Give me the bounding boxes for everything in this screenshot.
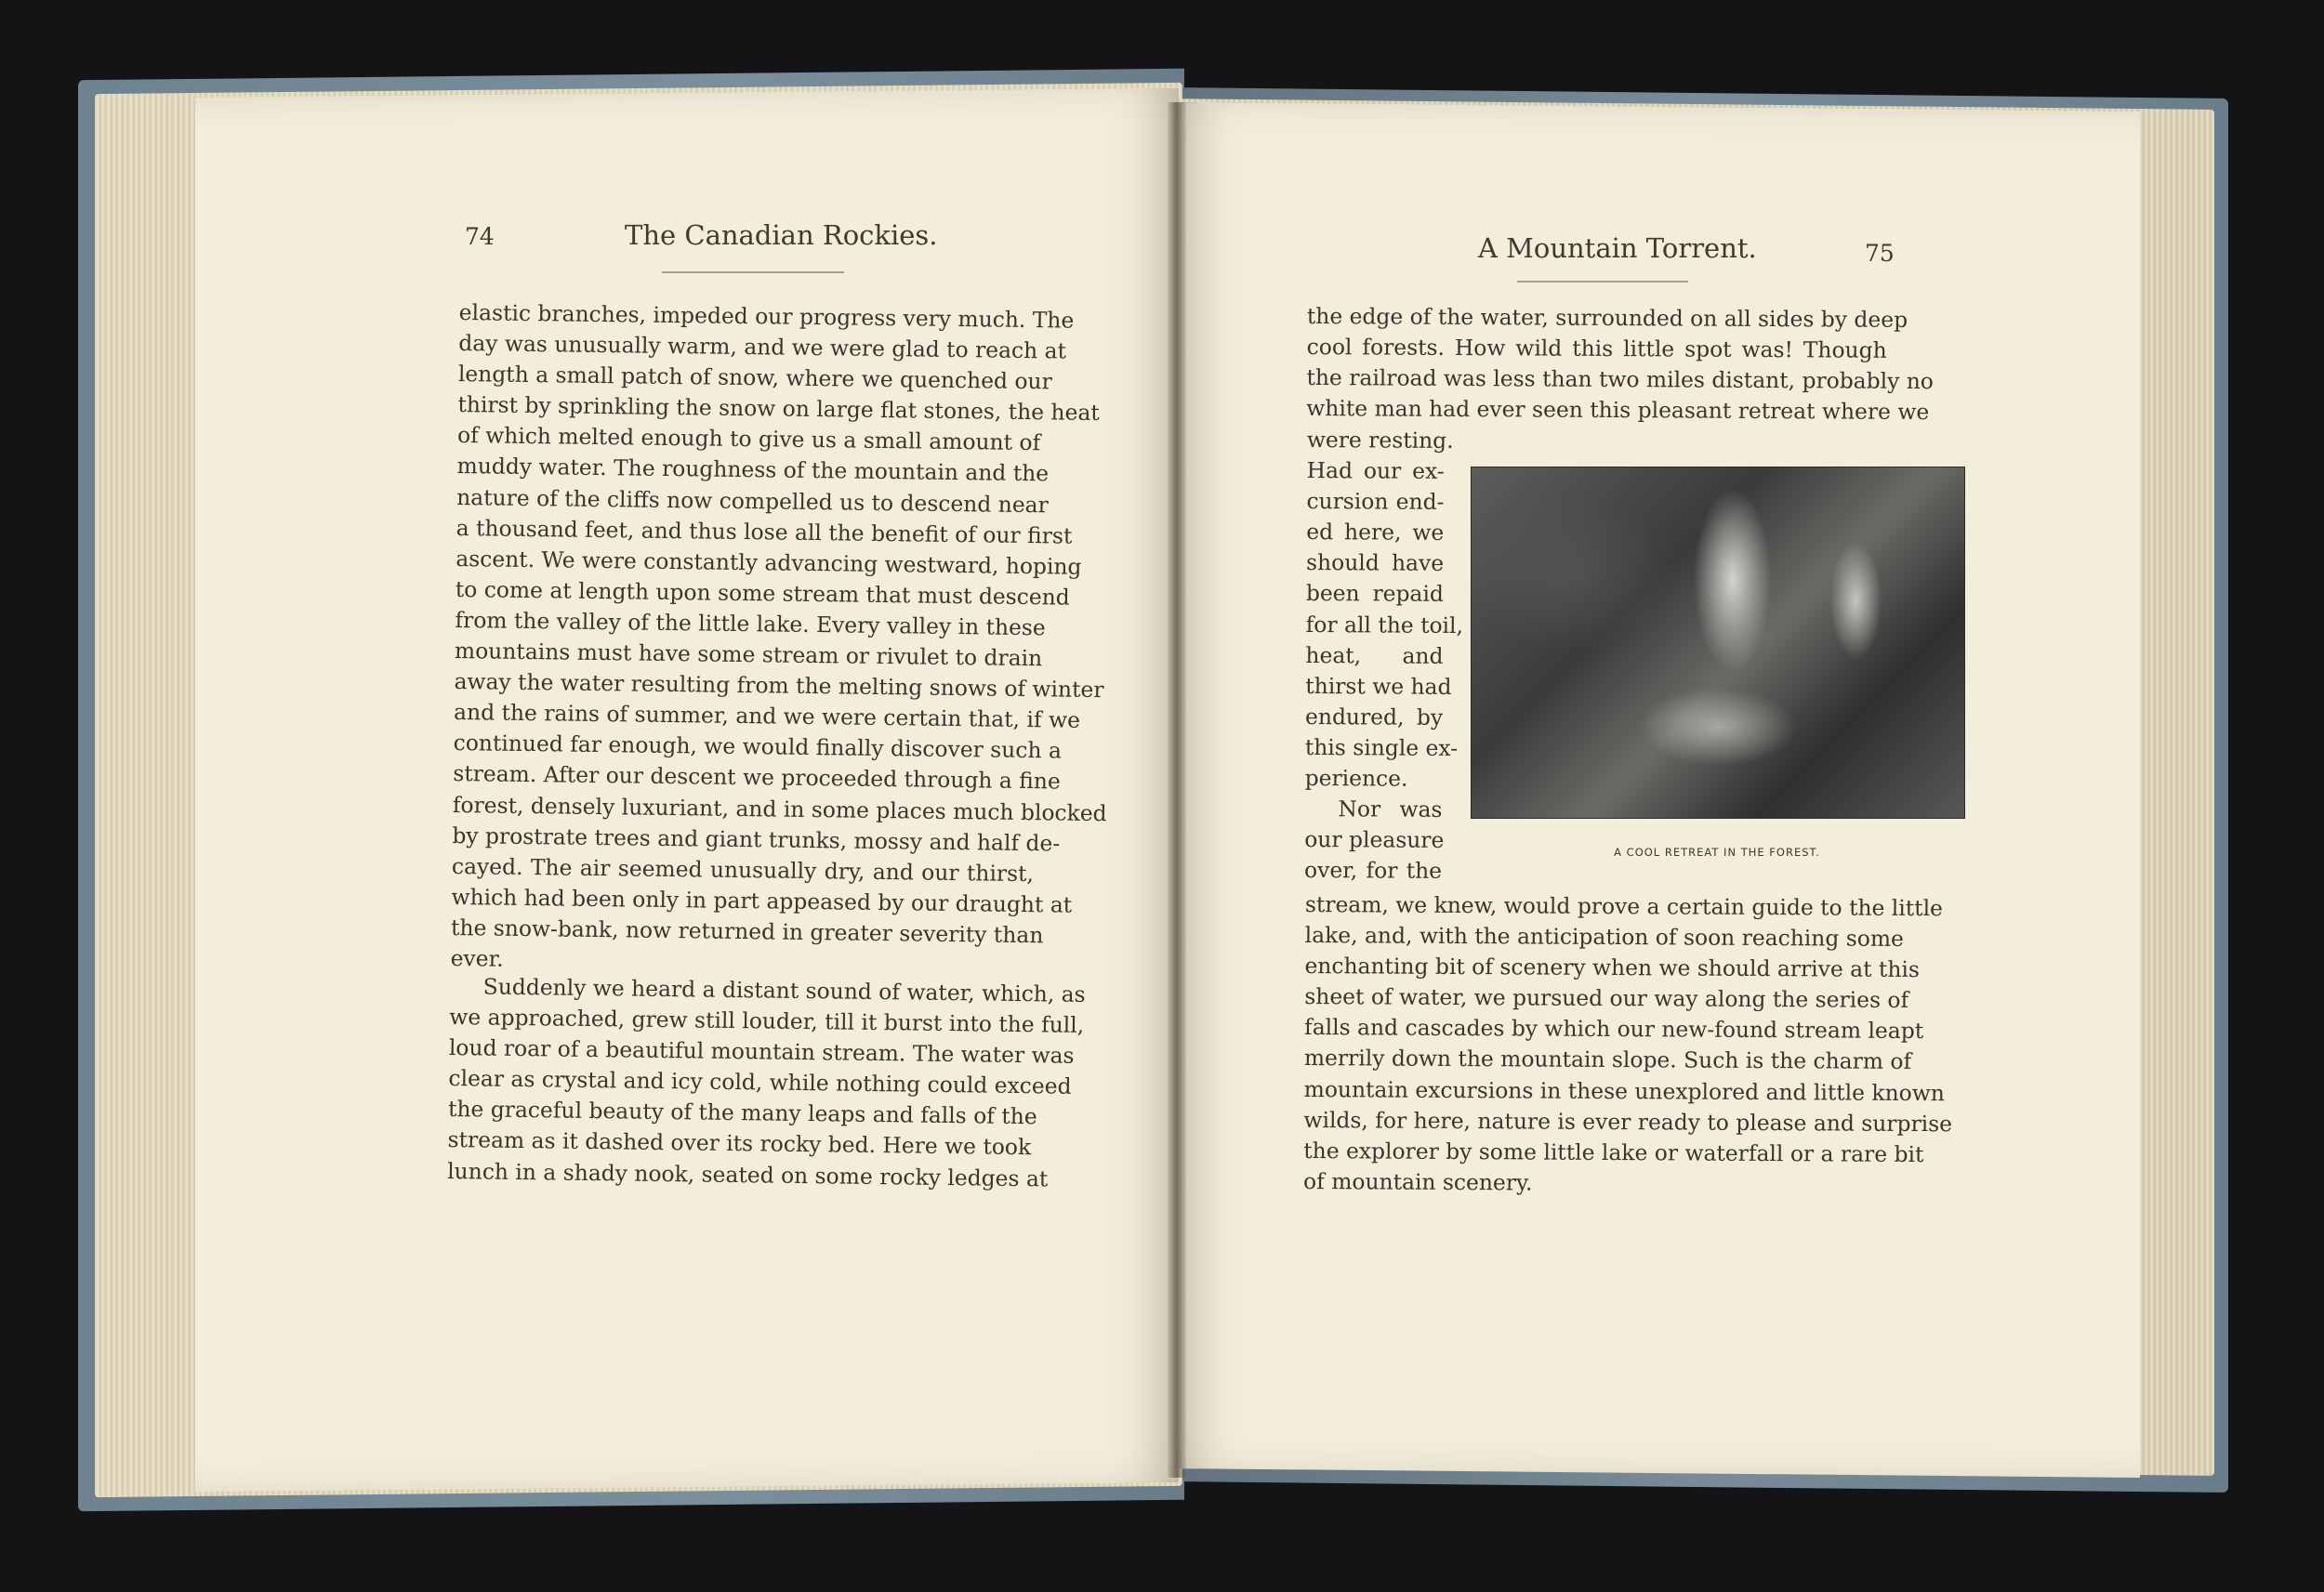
text-line: by prostrate trees and giant trunks, mossy and half de- bbox=[452, 822, 1061, 857]
text-line: this single ex- bbox=[1304, 733, 1459, 761]
text-line: stream as it dashed over its rocky bed. Here we took bbox=[447, 1126, 1032, 1161]
text-line: continued far enough, we would finally discover such a bbox=[453, 730, 1063, 764]
text-line: of mountain scenery. bbox=[1302, 1167, 1533, 1196]
text-line: forest, densely luxuriant, and in some places much blocked bbox=[452, 791, 1107, 826]
header-rule-left bbox=[662, 271, 844, 273]
text-line: merrily down the mountain slope. Such is the charm of bbox=[1303, 1045, 1912, 1075]
text-line: ed here, we bbox=[1306, 519, 1445, 546]
text-line: were resting. bbox=[1306, 426, 1454, 454]
text-line: mountains must have some stream or rivulet to drain bbox=[454, 637, 1043, 672]
text-line: perience. bbox=[1304, 765, 1408, 792]
text-line: the railroad was less than two miles distant, probably no bbox=[1306, 364, 1934, 395]
text-line: the edge of the water, surrounded on all sides by deep bbox=[1306, 302, 1908, 333]
text-line: ever. bbox=[450, 944, 504, 972]
text-line: loud roar of a beautiful mountain stream. The water was bbox=[448, 1034, 1075, 1069]
right-page-paragraph-top bbox=[1306, 301, 1934, 428]
text-line: from the valley of the little lake. Every valley in these bbox=[455, 606, 1046, 641]
photo-caption: A COOL RETREAT IN THE FOREST. bbox=[1614, 846, 1820, 859]
text-line: cursion end- bbox=[1306, 488, 1445, 516]
text-line: nature of the cliffs now compelled us to descend near bbox=[456, 483, 1049, 518]
text-line: clear as crystal and icy cold, while nothing could exceed bbox=[448, 1065, 1072, 1100]
text-line: and the rains of summer, and we were certain that, if we bbox=[453, 699, 1081, 733]
text-line: for all the toil, bbox=[1305, 611, 1464, 638]
text-line: enchanting bit of scenery when we should arrive at this bbox=[1304, 953, 1921, 983]
text-line: endured, by bbox=[1304, 703, 1444, 730]
text-line: Nor was bbox=[1338, 796, 1443, 823]
text-line: our pleasure bbox=[1304, 826, 1445, 854]
waterfall-photograph bbox=[1471, 467, 1965, 819]
text-line: the graceful beauty of the many leaps and falls of the bbox=[447, 1096, 1037, 1130]
text-line: length a small patch of snow, where we quenched our bbox=[457, 361, 1052, 395]
text-line: day was unusually warm, and we were glad to reach at bbox=[458, 330, 1067, 364]
text-line: of which melted enough to give us a small amount of bbox=[456, 422, 1041, 456]
text-line: thirst by sprinkling the snow on large flat stones, the heat bbox=[457, 391, 1100, 427]
left-page-paragraph-1 bbox=[450, 297, 1107, 981]
page-number-left: 74 bbox=[465, 223, 495, 250]
running-head-right: A Mountain Torrent. bbox=[1478, 232, 1757, 264]
text-line: elastic branches, impeded our progress very much. The bbox=[458, 298, 1075, 334]
text-line: the snow-bank, now returned in greater severity than bbox=[450, 914, 1044, 949]
text-line: cayed. The air seemed unusually dry, and our thirst, bbox=[451, 852, 1035, 887]
text-line: Suddenly we heard a distant sound of water, which, as bbox=[482, 973, 1086, 1007]
right-page-wrap-text bbox=[1303, 425, 1464, 887]
text-line: lunch in a shady nook, seated on some rocky ledges at bbox=[447, 1157, 1049, 1192]
text-line: sheet of water, we pursued our way along the series of bbox=[1304, 983, 1909, 1014]
text-line: cool forests. How wild this little spot was! Though bbox=[1306, 334, 1887, 363]
text-line: a thousand feet, and thus lose all the benefit of our first bbox=[456, 514, 1073, 549]
text-line: heat, and bbox=[1305, 641, 1444, 669]
text-line: lake, and, with the anticipation of soon reaching some bbox=[1304, 922, 1904, 953]
text-line: we approached, grew still louder, till it burst into the full, bbox=[449, 1004, 1085, 1039]
text-line: the explorer by some little lake or waterfall or a rare bit bbox=[1303, 1137, 1924, 1167]
book-gutter bbox=[1168, 102, 1186, 1478]
text-line: been repaid bbox=[1305, 580, 1444, 608]
text-line: white man had ever seen this pleasant retreat where we bbox=[1306, 395, 1930, 426]
text-line: ascent. We were constantly advancing westward, hoping bbox=[456, 545, 1082, 580]
running-head-left: The Canadian Rockies. bbox=[625, 219, 938, 251]
text-line: which had been only in part appeased by our draught at bbox=[451, 883, 1073, 918]
text-line: mountain excursions in these unexplored and little known bbox=[1303, 1075, 1945, 1106]
text-line: should have bbox=[1306, 549, 1445, 577]
text-line: wilds, for here, nature is ever ready to please and surprise bbox=[1303, 1106, 1953, 1137]
text-line: thirst we had bbox=[1305, 672, 1452, 700]
text-line: away the water resulting from the melting snows of winter bbox=[454, 668, 1104, 704]
left-page-paragraph-2 bbox=[447, 971, 1086, 1194]
right-page-paragraph-bottom bbox=[1302, 889, 1953, 1201]
text-line: over, for the bbox=[1303, 857, 1443, 885]
text-line: to come at length upon some stream that must descend bbox=[455, 575, 1070, 611]
text-line: muddy water. The roughness of the mountain and the bbox=[456, 453, 1050, 487]
text-line: falls and cascades by which our new-found stream leapt bbox=[1304, 1014, 1924, 1045]
header-rule-right bbox=[1517, 281, 1688, 283]
page-number-right: 75 bbox=[1865, 240, 1895, 267]
text-line: Had our ex- bbox=[1306, 457, 1445, 484]
text-line: stream. After our descent we proceeded through a fine bbox=[453, 760, 1061, 795]
text-line: stream, we knew, would prove a certain guide to the little bbox=[1304, 890, 1944, 922]
